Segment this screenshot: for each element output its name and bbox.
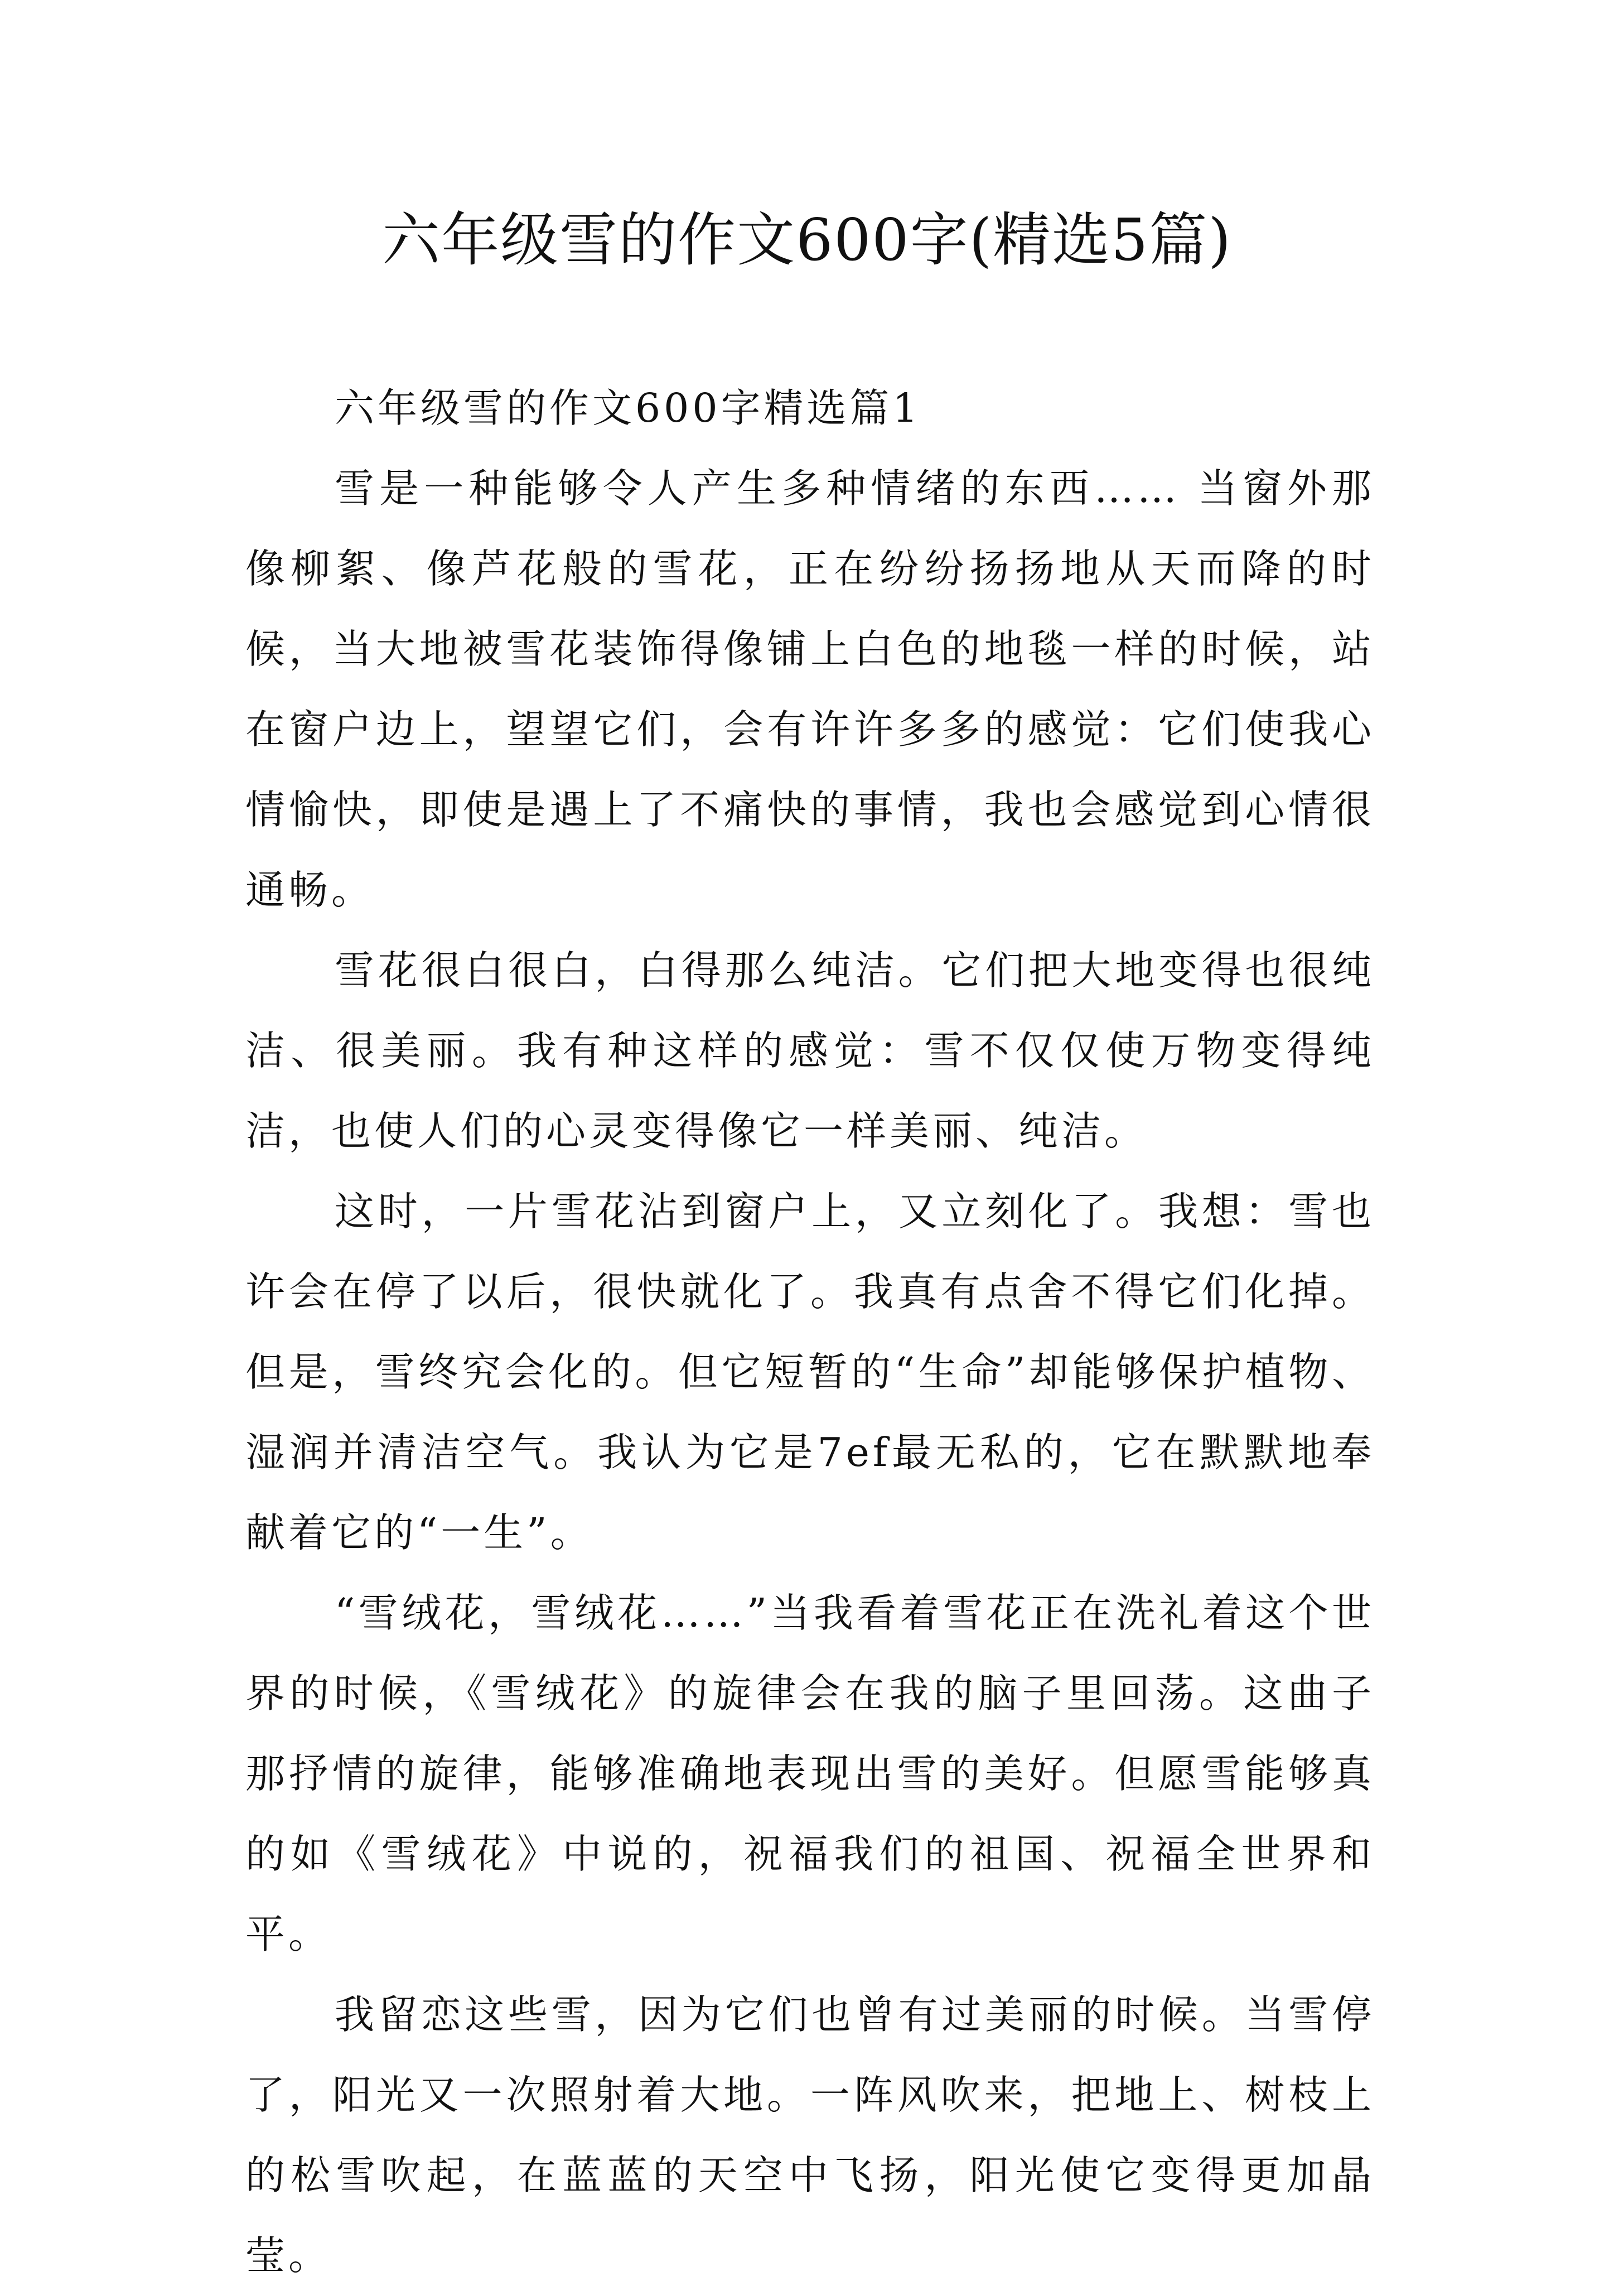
document-title: 六年级雪的作文600字(精选5篇) xyxy=(382,206,1232,274)
paragraph: “雪绒花，雪绒花……”当我看着雪花正在洗礼着这个世界的时候，《雪绒花》的旋律会在我的脑子里回荡。这曲子那抒情的旋律，能够准确地表现出雪的美好。但愿雪能够真的如《雪绒花》中说的，祝福我们的祖国、祝福全世界和平。 xyxy=(245,1590,1375,1957)
section-heading: 六年级雪的作文600字精选篇1 xyxy=(335,385,921,431)
paragraph: 我留恋这些雪，因为它们也曾有过美丽的时候。当雪停了，阳光又一次照射着大地。一阵风吹来，把地上、树枝上的松雪吹起，在蓝蓝的天空中飞扬，阳光使它变得更加晶莹。 xyxy=(245,1991,1375,2279)
paragraph: 雪花很白很白，白得那么纯洁。它们把大地变得也很纯洁、很美丽。我有种这样的感觉：雪不仅仅使万物变得纯洁，也使人们的心灵变得像它一样美丽、纯洁。 xyxy=(245,947,1375,1154)
paragraph: 雪是一种能够令人产生多种情绪的东西…… 当窗外那像柳絮、像芦花般的雪花，正在纷纷扬扬地从天而降的时候，当大地被雪花装饰得像铺上白色的地毯一样的时候，站在窗户边上，望望它们，会有许许多多的感觉：它们使我心情愉快，即使是遇上了不痛快的事情，我也会感觉到心情很通畅。 xyxy=(245,465,1375,913)
paragraph: 这时，一片雪花沾到窗户上，又立刻化了。我想：雪也许会在停了以后，很快就化了。我真有点舍不得它们化掉。但是，雪终究会化的。但它短暂的“生命”却能够保护植物、湿润并清洁空气。我认为它是7ef最无私的，它在默默地奉献着它的“一生”。 xyxy=(245,1188,1375,1556)
document-body xyxy=(245,368,1375,2296)
